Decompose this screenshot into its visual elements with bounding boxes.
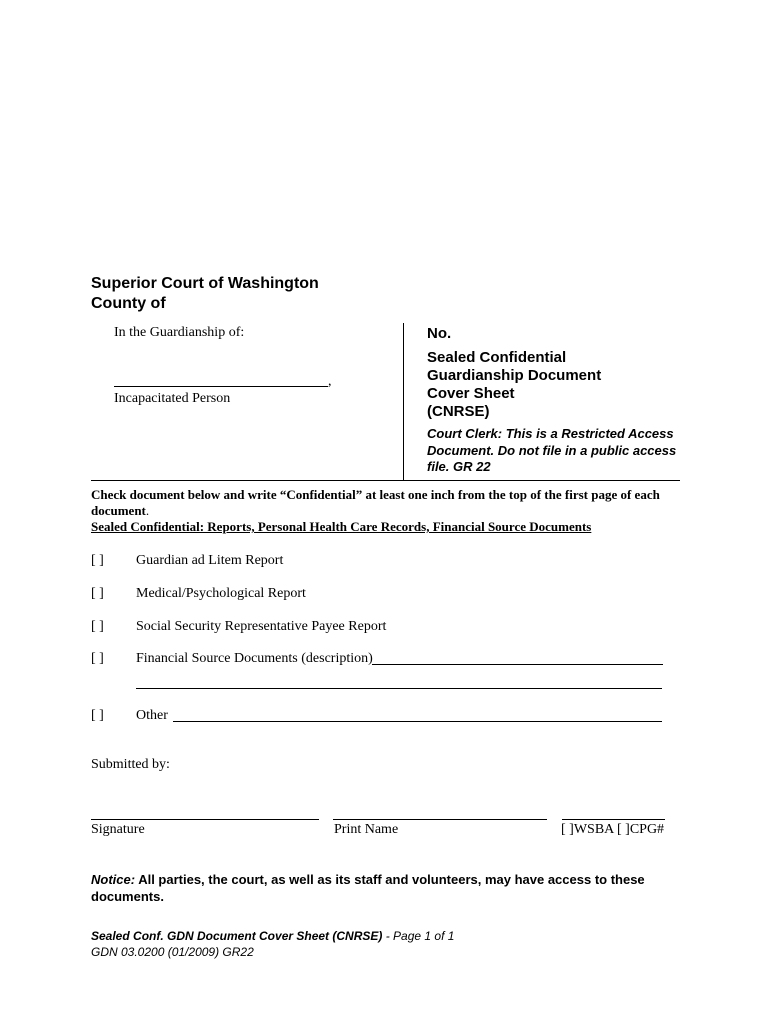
- wsba-cpg-label: [ ]WSBA [ ]CPG#: [561, 822, 665, 837]
- checkbox-gal-report[interactable]: [ ]: [91, 553, 104, 568]
- footer-page-number: - Page 1 of 1: [382, 929, 455, 943]
- instructions-period: .: [145, 503, 150, 518]
- court-title: [91, 274, 319, 314]
- caption-comma: ,: [328, 374, 332, 389]
- court-clerk-notice: [427, 426, 677, 476]
- footer-title: Sealed Conf. GDN Document Cover Sheet (CNRSE): [91, 929, 383, 943]
- checkbox-medical-report[interactable]: [ ]: [91, 586, 104, 601]
- court-clerk-label: Court Clerk: [427, 426, 498, 441]
- incapacitated-person-name-line[interactable]: [114, 386, 328, 387]
- print-name-label: Print Name: [334, 822, 399, 837]
- checklist-label-gal-report: Guardian ad Litem Report: [136, 553, 284, 568]
- notice-label: Notice:: [91, 872, 136, 887]
- checkbox-other[interactable]: [ ]: [91, 708, 104, 723]
- instructions: [91, 487, 681, 519]
- checkbox-payee-report[interactable]: [ ]: [91, 619, 104, 634]
- checkbox-financial-documents[interactable]: [ ]: [91, 651, 104, 666]
- signature-label: Signature: [91, 822, 145, 837]
- submitted-by-label: Submitted by:: [91, 757, 170, 772]
- document-title-line4: (CNRSE): [427, 403, 490, 420]
- case-number-label: No.: [427, 325, 452, 342]
- document-title-line2: Guardianship Document: [427, 367, 602, 384]
- document-title: [427, 349, 667, 421]
- notice-text: All parties, the court, as well as its staff and volunteers, may have access to these documents.: [91, 872, 645, 904]
- footer-form-code: GDN 03.0200 (01/2009) GR22: [91, 945, 254, 959]
- caption-divider-vertical: [403, 323, 404, 480]
- footer-form-title: [91, 929, 454, 943]
- court-name: Superior Court of Washington: [91, 275, 319, 292]
- document-title-line1: Sealed Confidential: [427, 349, 567, 366]
- court-clerk-rule: . GR 22: [445, 459, 491, 474]
- access-notice: [91, 871, 691, 905]
- financial-description-line-2[interactable]: [136, 688, 662, 689]
- sealed-confidential-subheading: Sealed Confidential: Reports, Personal Health Care Records, Financial Source Documents: [91, 519, 592, 534]
- guardianship-caption: In the Guardianship of:: [114, 325, 245, 340]
- print-name-line[interactable]: [333, 819, 547, 820]
- county-line: County of: [91, 295, 166, 312]
- checklist-label-medical-report: Medical/Psychological Report: [136, 586, 306, 601]
- incapacitated-person-label: Incapacitated Person: [114, 391, 231, 406]
- other-description-line[interactable]: [173, 721, 662, 722]
- caption-divider-horizontal: [91, 480, 680, 481]
- instructions-text: Check document below and write “Confidential” at least one inch from the top of the first page of each document: [91, 487, 660, 518]
- financial-description-line-1[interactable]: [372, 664, 663, 665]
- checklist-label-payee-report: Social Security Representative Payee Report: [136, 619, 387, 634]
- court-clerk-text: : This is a Restricted Access Document. Do not file in a public access file: [427, 426, 677, 474]
- checklist-label-financial-documents: Financial Source Documents (description): [136, 651, 373, 666]
- bar-number-line[interactable]: [562, 819, 665, 820]
- signature-line[interactable]: [91, 819, 319, 820]
- document-title-line3: Cover Sheet: [427, 385, 515, 402]
- checklist-label-other: Other: [136, 708, 168, 723]
